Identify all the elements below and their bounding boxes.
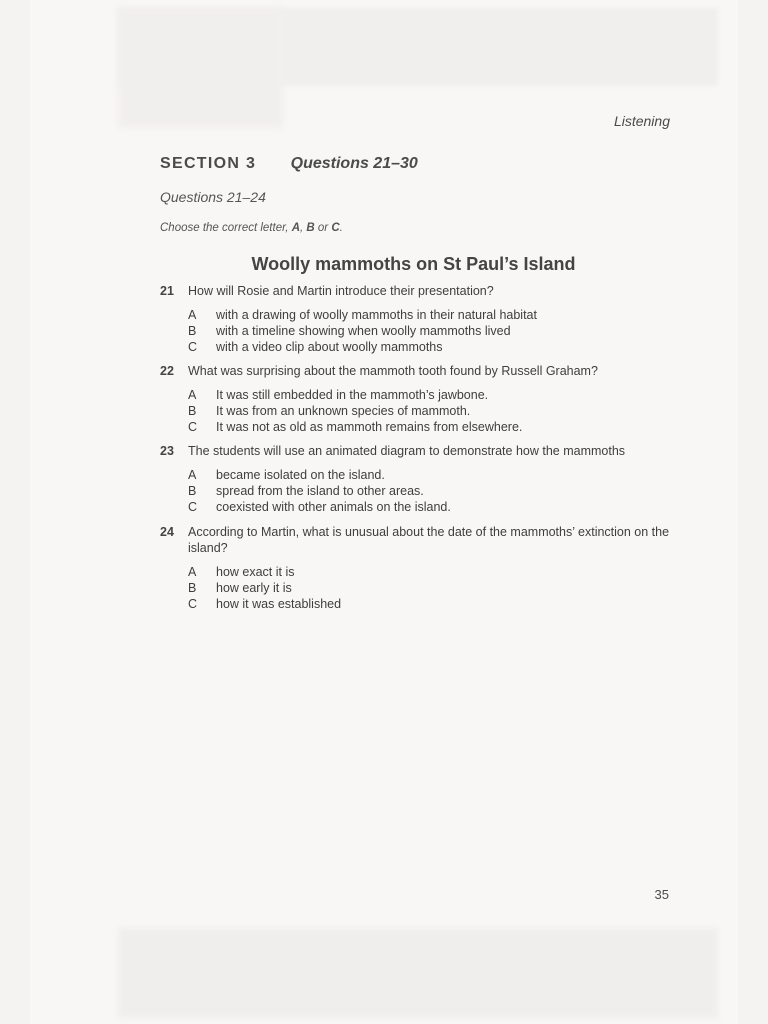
instruction-prefix: Choose the correct letter, — [160, 222, 292, 234]
question-text: According to Martin, what is unusual about the date of the mammoths’ extinction on the island? — [188, 525, 670, 555]
section-heading — [160, 155, 418, 173]
option-letter: A — [188, 565, 197, 579]
instruction — [160, 222, 343, 234]
page-number: 35 — [654, 887, 669, 902]
option-text: how it was established — [216, 597, 342, 611]
option-list — [188, 564, 670, 612]
question-21 — [160, 283, 670, 355]
option-a — [188, 467, 670, 483]
question-23 — [160, 443, 670, 515]
question-number: 24 — [160, 525, 174, 539]
option-letter: B — [188, 324, 197, 338]
running-head: Listening — [613, 113, 670, 129]
instruction-letter-a: A — [291, 222, 300, 234]
instruction-letter-c: C — [331, 222, 340, 234]
option-letter: C — [188, 420, 198, 434]
option-letter: C — [188, 597, 198, 611]
option-c — [188, 499, 670, 515]
option-text: It was still embedded in the mammoth’s jawbone. — [216, 388, 489, 402]
scan-smudge-bottom — [118, 928, 718, 1018]
question-24 — [160, 524, 670, 612]
question-number: 22 — [160, 364, 174, 378]
option-b — [188, 323, 670, 339]
instruction-suffix: . — [339, 222, 343, 234]
question-number: 21 — [160, 284, 174, 298]
section-label: SECTION 3 — [160, 155, 257, 172]
option-a — [188, 564, 670, 580]
option-c — [188, 339, 670, 355]
option-text: coexisted with other animals on the island. — [216, 500, 451, 514]
option-text: with a drawing of woolly mammoths in their natural habitat — [216, 308, 537, 322]
section-questions-range: Questions 21–30 — [290, 155, 418, 172]
option-text: how exact it is — [216, 565, 295, 579]
option-letter: C — [188, 340, 198, 354]
option-a — [188, 387, 670, 403]
option-c — [188, 596, 670, 612]
option-a — [188, 307, 670, 323]
option-text: became isolated on the island. — [216, 468, 385, 482]
option-letter: B — [188, 581, 197, 595]
instruction-letter-b: B — [306, 222, 315, 234]
option-letter: A — [188, 308, 197, 322]
sub-heading: Questions 21–24 — [160, 189, 266, 205]
question-text: How will Rosie and Martin introduce their presentation? — [188, 284, 494, 298]
option-letter: B — [188, 404, 197, 418]
option-text: how early it is — [216, 581, 292, 595]
question-text: What was surprising about the mammoth tooth found by Russell Graham? — [188, 364, 598, 378]
question-22 — [160, 363, 670, 435]
option-b — [188, 580, 670, 596]
option-letter: C — [188, 500, 198, 514]
option-b — [188, 483, 670, 499]
option-list — [188, 467, 670, 515]
option-text: spread from the island to other areas. — [216, 484, 424, 498]
instruction-sep1: , — [300, 222, 307, 234]
option-text: It was not as old as mammoth remains from elsewhere. — [216, 420, 523, 434]
option-letter: B — [188, 484, 197, 498]
option-letter: A — [188, 468, 197, 482]
option-text: with a video clip about woolly mammoths — [216, 340, 443, 354]
option-c — [188, 419, 670, 435]
question-number: 23 — [160, 444, 174, 458]
task-title: Woolly mammoths on St Paul’s Island — [251, 254, 576, 274]
option-text: It was from an unknown species of mammoth. — [216, 404, 471, 418]
question-text: The students will use an animated diagram to demonstrate how the mammoths — [188, 444, 626, 458]
option-text: with a timeline showing when woolly mammoths lived — [216, 324, 511, 338]
option-list — [188, 387, 670, 435]
instruction-sep2: or — [314, 222, 332, 234]
option-list — [188, 307, 670, 355]
option-b — [188, 403, 670, 419]
option-letter: A — [188, 388, 197, 402]
scan-smudge-top-left — [118, 8, 283, 128]
